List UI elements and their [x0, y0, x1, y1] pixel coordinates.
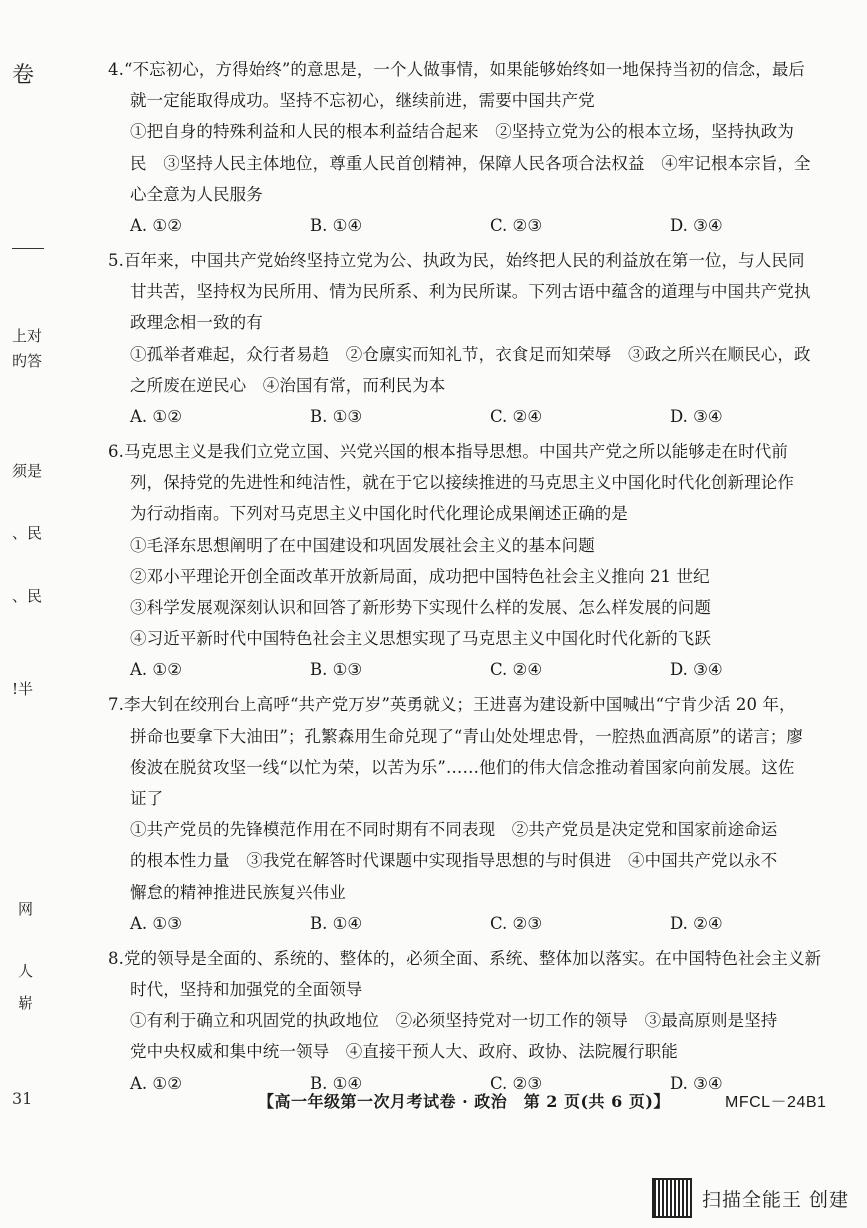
option-c: C. ②③ — [490, 1073, 543, 1093]
question-stem-line: 拼命也要拿下大油田”；孔繁森用生命兑现了“青山处处埋忠骨，一腔热血洒高原”的诺言；廖 — [130, 726, 804, 746]
exam-code: MFCL－24B1 — [725, 1094, 827, 1111]
question-item-line: ①共产党员的先锋模范作用在不同时期有不同表现 ②共产党员是决定党和国家前途命运 — [130, 820, 778, 840]
option-b: B. ①③ — [310, 407, 363, 427]
question-stem-line: 4.“不忘初心，方得始终”的意思是，一个人做事情，如果能够始终如一地保持当初的信念，最后 — [108, 60, 806, 79]
question-item-line: 之所废在逆民心 ④治国有常，而利民为本 — [130, 375, 446, 395]
margin-note-1: 上对 — [12, 327, 43, 345]
option-a: A. ①② — [130, 1073, 182, 1093]
scanner-watermark — [652, 1178, 849, 1218]
option-d: D. ②④ — [670, 913, 723, 933]
margin-note-8: 人 — [18, 962, 34, 980]
option-b: B. ①④ — [310, 913, 363, 933]
question-7 — [108, 689, 830, 938]
question-number: 4. — [108, 60, 124, 79]
question-item-line: ①有利于确立和巩固党的执政地位 ②必须坚持党对一切工作的领导 ③最高原则是坚持 — [130, 1011, 778, 1031]
option-c: C. ②④ — [490, 660, 543, 680]
question-item-line: ③科学发展观深刻认识和回答了新形势下实现什么样的发展、怎么样发展的问题 — [130, 598, 711, 618]
option-b: B. ①④ — [310, 1073, 363, 1093]
question-item-line: ②邓小平理论开创全面改革开放新局面，成功把中国特色社会主义推向 21 世纪 — [130, 566, 710, 586]
question-item-line: 懈怠的精神推进民族复兴伟业 — [130, 882, 346, 902]
question-stem-line: 政理念相一致的有 — [130, 313, 263, 333]
question-stem-line: 5.百年来，中国共产党始终坚持立党为公、执政为民，始终把人民的利益放在第一位，与人民同 — [108, 251, 805, 271]
margin-note-7: 网 — [18, 900, 34, 918]
question-item-line: ①孤举者难起，众行者易趋 ②仓廪实而知礼节，衣食足而知荣辱 ③政之所兴在顺民心，政 — [130, 344, 811, 364]
option-a: A. ①③ — [130, 913, 182, 933]
margin-note-5: 、民 — [12, 587, 43, 605]
margin-note-2: 旳答 — [12, 352, 43, 370]
answer-options — [108, 654, 830, 685]
option-c: C. ②④ — [490, 407, 543, 427]
option-d: D. ③④ — [670, 407, 723, 427]
question-number: 5. — [108, 251, 124, 271]
option-b: B. ①④ — [310, 216, 363, 236]
option-b: B. ①③ — [310, 660, 363, 680]
question-list — [108, 54, 830, 1103]
option-d: D. ③④ — [670, 1073, 723, 1093]
question-5 — [108, 245, 830, 432]
question-8 — [108, 943, 830, 1099]
question-item-line: 的根本性力量 ③我党在解答时代课题中实现指导思想的与时俱进 ④中国共产党以永不 — [130, 851, 778, 871]
question-number: 6. — [108, 442, 124, 462]
question-item-line: ①把自身的特殊利益和人民的根本利益结合起来 ②坚持立党为公的根本立场，坚持执政为 — [130, 122, 794, 142]
page-footer — [0, 1085, 867, 1115]
question-stem-line: 7.李大钊在绞刑台上高呼“共产党万岁”英勇就义；王进喜为建设新中国喊出“宁肯少活 20 年， — [108, 695, 796, 715]
question-item-line: ①毛泽东思想阐明了在中国建设和巩固发展社会主义的基本问题 — [130, 535, 595, 555]
question-stem-line: 列，保持党的先进性和纯洁性，就在于它以接续推进的马克思主义中国化时代化创新理论作 — [130, 473, 794, 493]
scanner-label: 扫描全能王 创建 — [702, 1188, 850, 1211]
question-stem-line: 8.党的领导是全面的、系统的、整体的，必须全面、系统、整体加以落实。在中国特色社会主义新 — [108, 948, 822, 968]
option-a: A. ①② — [130, 660, 182, 680]
question-stem-line: 证了 — [130, 789, 164, 809]
question-item-line: ④习近平新时代中国特色社会主义思想实现了马克思主义中国化时代化新的飞跃 — [130, 629, 711, 649]
question-item-line: 民 ③坚持人民主体地位，尊重人民首创精神，保障人民各项合法权益 ④牢记根本宗旨，全 — [130, 153, 811, 173]
question-number: 7. — [108, 695, 124, 715]
question-6 — [108, 436, 830, 685]
option-c: C. ②③ — [490, 913, 543, 933]
question-stem-line: 俊波在脱贫攻坚一线“以忙为荣，以苦为乐”……他们的伟大信念推动着国家向前发展。这佐 — [130, 757, 795, 777]
option-a: A. ①② — [130, 407, 182, 427]
question-stem-line: 为行动指南。下列对马克思主义中国化时代化理论成果阐述正确的是 — [130, 504, 628, 524]
answer-options — [108, 908, 830, 939]
margin-divider — [12, 248, 44, 249]
question-item-line: 心全意为人民服务 — [130, 184, 263, 204]
margin-note-9: 崭 — [18, 994, 34, 1012]
margin-note-3: 须是 — [12, 462, 43, 480]
question-stem-line: 时代，坚持和加强党的全面领导 — [130, 980, 363, 1000]
exam-title: 【高一年级第一次月考试卷 · 政治 第 2 页(共 6 页)】 — [258, 1092, 670, 1111]
page-number-fragment: 31 — [12, 1089, 33, 1108]
margin-note-6: !半 — [12, 680, 34, 698]
option-c: C. ②③ — [490, 216, 543, 236]
qr-code-icon — [652, 1178, 692, 1218]
question-item-line: 党中央权威和集中统一领导 ④直接干预人大、政府、政协、法院履行职能 — [130, 1042, 678, 1062]
question-stem-line: 甘共苦，坚持权为民所用、情为民所系、利为民所谋。下列古语中蕴含的道理与中国共产党执 — [130, 282, 811, 302]
question-stem-line: 就一定能取得成功。坚持不忘初心，继续前进，需要中国共产党 — [130, 91, 595, 111]
answer-options — [108, 401, 830, 432]
answer-options — [108, 210, 830, 241]
question-4 — [108, 54, 830, 241]
question-number: 8. — [108, 948, 124, 968]
margin-note-4: 、民 — [12, 524, 43, 542]
question-stem-line: 6.马克思主义是我们立党立国、兴党兴国的根本指导思想。中国共产党之所以能够走在时代前 — [108, 442, 788, 462]
option-a: A. ①② — [130, 216, 182, 236]
option-d: D. ③④ — [670, 216, 723, 236]
margin-char-top: 卷 — [12, 63, 35, 88]
option-d: D. ③④ — [670, 660, 723, 680]
